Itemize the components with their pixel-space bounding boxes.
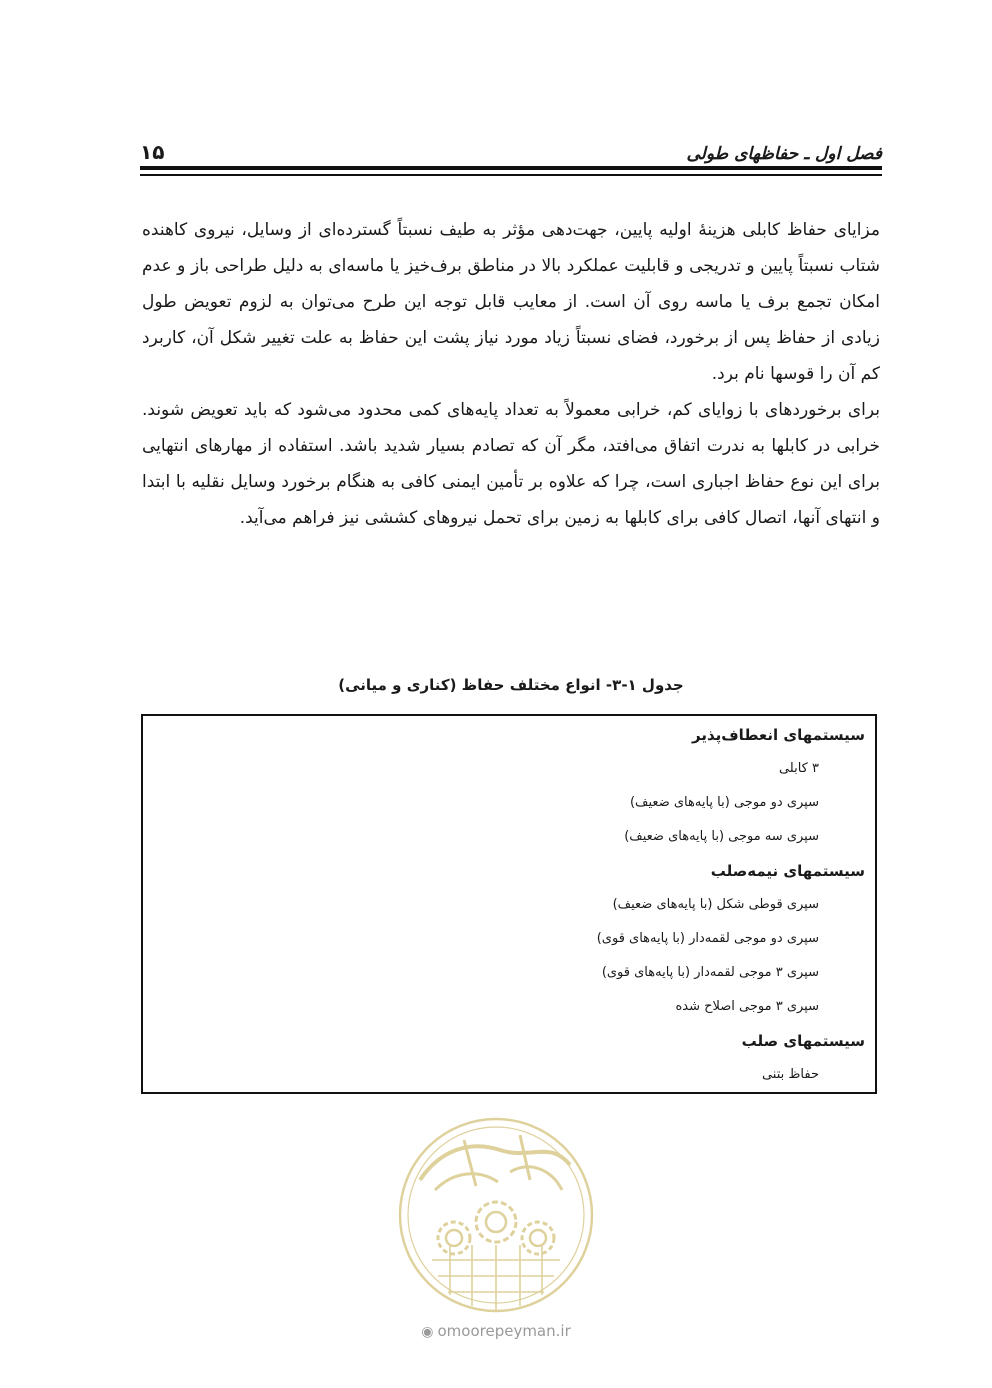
paragraph: برای برخوردهای با زوایای کم، خرابی معمولاً به تعداد پایه‌های کمی محدود می‌شود که باید تعویض شوند. خرابی در کابلها به ندرت اتفاق می‌افتد، مگر آن که تصادم بسیار شدید باشد. استفاده از مهارهای انتهایی برای این نوع حفاظ اجباری است، چرا که علاوه بر تأمین ایمنی کافی به هنگام برخورد وسایل نقلیه با ابتدا و انتهای آنها، اتصال کافی برای کابلها به زمین برای تحمل نیروهای کششی نیز فراهم می‌آید. <box>142 400 880 528</box>
seal-icon <box>380 1110 612 1320</box>
group-heading: سیستمهای نیمه‌صلب <box>710 862 865 880</box>
header-rule-thick <box>140 166 882 170</box>
group-item: حفاظ بتنی <box>761 1067 819 1082</box>
website-watermark <box>380 1322 612 1340</box>
table-caption: جدول ۱-۳- انواع مختلف حفاظ (کناری و میانی) <box>338 676 684 694</box>
group-item: سپری سه موجی (با پایه‌های ضعیف) <box>624 829 819 844</box>
group-item: سپری ۳ موجی لقمه‌دار (با پایه‌های قوی) <box>601 965 819 980</box>
website-url: omoorepeyman.ir <box>437 1322 571 1340</box>
paragraph: مزایای حفاظ کابلی هزینهٔ اولیه پایین، جهت‌دهی مؤثر به طیف نسبتاً گسترده‌ای از وسایل، نیروی کاهنده شتاب نسبتاً پایین و تدریجی و قابلیت عملکرد بالا در مناطق برف‌خیز یا ماسه‌ای به دلیل طراحی باز و عدم امکان تجمع برف یا ماسه روی آن است. از معایب قابل توجه این طرح می‌توان به لزوم تعویض طول زیادی از حفاظ پس از برخورد، فضای نسبتاً زیاد مورد نیاز پشت این حفاظ به علت تغییر شکل آن، کاربرد کم آن را قوسها نام برد. <box>142 220 880 384</box>
group-item: سپری ۳ موجی اصلاح شده <box>675 999 819 1014</box>
group-item: سپری دو موجی (با پایه‌های ضعیف) <box>629 795 819 810</box>
group-item: سپری قوطی شکل (با پایه‌های ضعیف) <box>612 897 819 912</box>
page-number: ۱۵ <box>140 140 165 164</box>
group-item: ۳ کابلی <box>778 761 819 776</box>
group-heading: سیستمهای انعطاف‌پذیر <box>692 726 865 744</box>
header-rule-thin <box>140 174 882 176</box>
chapter-title: فصل اول ـ حفاظهای طولی <box>686 144 882 164</box>
body-text <box>142 212 880 536</box>
globe-icon: ◉ <box>421 1324 434 1340</box>
group-heading: سیستمهای صلب <box>741 1032 865 1050</box>
page-header <box>140 124 882 164</box>
group-item: سپری دو موجی لقمه‌دار (با پایه‌های قوی) <box>596 931 819 946</box>
guardrail-types-table <box>141 714 877 1094</box>
watermark-logo <box>380 1110 612 1320</box>
